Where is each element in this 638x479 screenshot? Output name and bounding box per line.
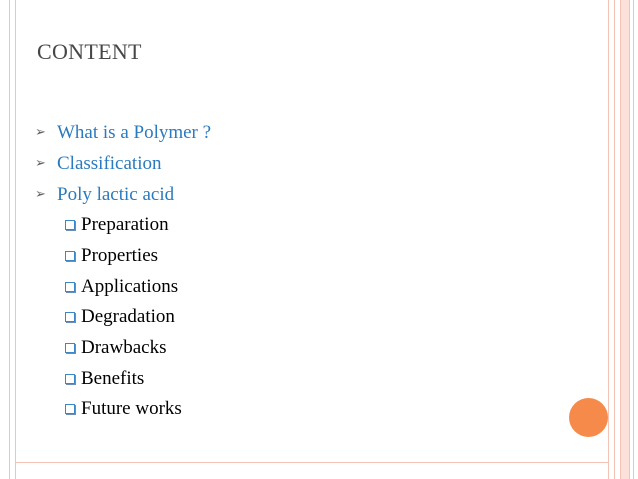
arrowhead-bullet-icon: ➢ xyxy=(35,125,46,140)
sub-list-container xyxy=(35,210,211,425)
sub-list-item xyxy=(65,333,211,364)
checkbox-bullet-icon xyxy=(65,312,75,322)
bullet-label: What is a Polymer ? xyxy=(57,121,212,143)
checkbox-bullet-icon xyxy=(65,374,75,384)
right-border-stripe-filled xyxy=(620,0,630,479)
checkbox-bullet-icon xyxy=(65,251,75,261)
checkbox-bullet-icon xyxy=(65,343,75,353)
bottom-divider xyxy=(16,462,608,463)
list-item xyxy=(35,117,211,148)
sub-list-item xyxy=(65,210,211,241)
bullet-label: Classification xyxy=(57,152,162,174)
sub-list-item xyxy=(65,241,211,272)
list-item xyxy=(35,179,211,210)
sub-bullet-label: Preparation xyxy=(81,214,169,236)
sub-bullet-label: Drawbacks xyxy=(81,337,167,359)
list-item xyxy=(35,148,211,179)
sub-list-item xyxy=(65,302,211,333)
sub-list-item xyxy=(65,394,211,425)
slide-title: CONTENT xyxy=(37,39,142,64)
arrowhead-bullet-icon: ➢ xyxy=(35,156,46,171)
sub-bullet-label: Future works xyxy=(81,398,182,420)
sub-bullet-label: Applications xyxy=(81,275,179,297)
sub-list xyxy=(35,210,211,425)
right-border-stripe xyxy=(608,0,615,479)
checkbox-bullet-icon xyxy=(65,404,75,414)
checkbox-bullet-icon xyxy=(65,282,75,292)
arrowhead-bullet-icon: ➢ xyxy=(35,187,46,202)
checkbox-bullet-icon xyxy=(65,220,75,230)
sub-bullet-label: Benefits xyxy=(81,367,145,389)
bullet-label: Poly lactic acid xyxy=(57,183,175,205)
sub-bullet-label: Properties xyxy=(81,245,159,267)
content-list xyxy=(35,117,211,425)
orange-circle-icon xyxy=(569,398,608,437)
sub-list-item xyxy=(65,363,211,394)
sub-list-item xyxy=(65,271,211,302)
left-border-stripe xyxy=(9,0,16,479)
sub-bullet-label: Degradation xyxy=(81,306,175,328)
right-border-stripe-outer xyxy=(633,0,638,479)
